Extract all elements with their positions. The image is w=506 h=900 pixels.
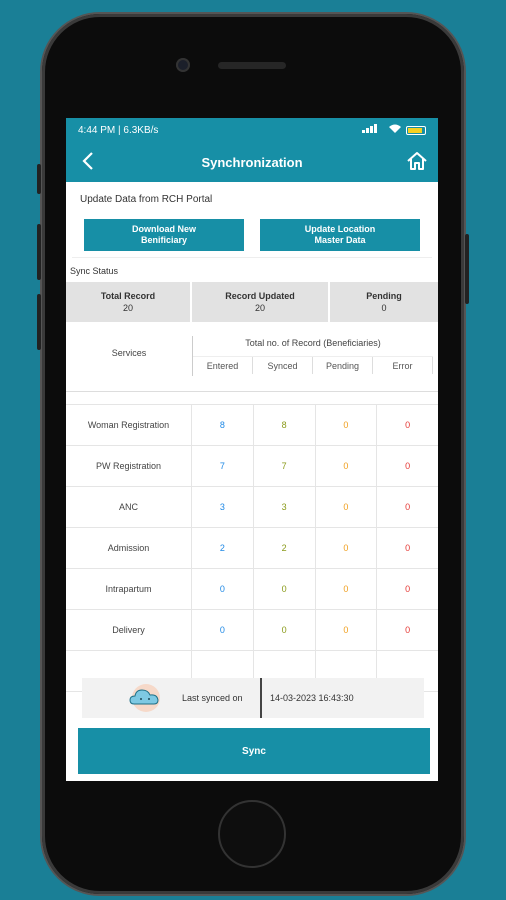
row-pending: 0 — [316, 569, 378, 609]
row-entered: 3 — [192, 487, 254, 527]
row-entered: 8 — [192, 405, 254, 445]
table-row — [66, 446, 438, 487]
row-entered: 0 — [192, 569, 254, 609]
row-entered: 2 — [192, 528, 254, 568]
volume-down-button — [37, 294, 41, 350]
row-synced: 8 — [254, 405, 316, 445]
table-row — [66, 569, 438, 610]
row-service-name: Delivery — [66, 610, 192, 650]
row-error: 0 — [405, 625, 411, 635]
col-pending: Pending — [313, 357, 373, 374]
row-synced: 7 — [254, 446, 316, 486]
row-error: 0 — [405, 461, 411, 471]
table-row — [66, 487, 438, 528]
col-error: Error — [373, 357, 433, 374]
row-synced: 3 — [254, 487, 316, 527]
subcolumn-headers — [193, 356, 433, 374]
total-record-cell — [66, 282, 190, 322]
table-row — [66, 610, 438, 651]
record-updated-value: 20 — [254, 303, 265, 313]
app-bar — [66, 142, 438, 182]
services-table-body — [66, 404, 438, 692]
row-service-name: ANC — [66, 487, 192, 527]
row-entered: 7 — [192, 446, 254, 486]
battery-icon — [406, 126, 426, 135]
status-icons — [362, 124, 426, 136]
app-screen — [66, 118, 438, 781]
row-error: 0 — [405, 502, 411, 512]
row-pending: 0 — [316, 610, 378, 650]
row-entered: 0 — [192, 610, 254, 650]
row-synced: 0 — [254, 569, 316, 609]
last-synced-value: 14-03-2023 16:43:30 — [270, 693, 354, 703]
row-pending: 0 — [316, 446, 378, 486]
row-pending: 0 — [316, 528, 378, 568]
group-header: Total no. of Record (Beneficiaries) — [245, 338, 381, 348]
download-beneficiary-button[interactable]: Download New Benificiary — [84, 219, 244, 251]
row-pending: 0 — [316, 487, 378, 527]
update-button-row — [80, 219, 424, 251]
pending-label: Pending — [366, 291, 402, 301]
sync-status-label: Sync Status — [70, 266, 119, 276]
row-error: 0 — [405, 420, 411, 430]
row-service-name: Woman Registration — [66, 405, 192, 445]
row-pending: 0 — [316, 405, 378, 445]
col-synced: Synced — [253, 357, 313, 374]
status-bar — [66, 118, 438, 142]
record-updated-cell — [190, 282, 330, 322]
sync-button[interactable]: Sync — [78, 728, 430, 774]
record-updated-label: Record Updated — [225, 291, 295, 301]
total-record-label: Total Record — [100, 291, 156, 301]
last-synced-divider — [260, 678, 262, 718]
total-record-value: 20 — [122, 303, 133, 313]
table-row — [66, 405, 438, 446]
row-service-name: PW Registration — [66, 446, 192, 486]
row-service-name: Intrapartum — [66, 569, 192, 609]
update-location-button[interactable]: Update Location Master Data — [260, 219, 420, 251]
home-icon[interactable] — [406, 150, 428, 172]
col-entered: Entered — [193, 357, 253, 374]
update-card-title: Update Data from RCH Portal — [80, 194, 213, 205]
signal-icon — [362, 124, 384, 136]
wifi-icon — [389, 124, 401, 136]
row-error: 0 — [405, 543, 411, 553]
page-title: Synchronization — [201, 154, 303, 170]
last-synced-label: Last synced on — [182, 693, 243, 703]
row-error: 0 — [405, 584, 411, 594]
mute-switch — [37, 164, 41, 194]
earpiece-speaker — [218, 62, 286, 69]
pending-value: 0 — [381, 303, 387, 313]
front-camera — [176, 58, 190, 72]
last-synced-panel — [82, 678, 424, 718]
volume-up-button — [37, 224, 41, 280]
pending-cell — [330, 282, 438, 322]
chevron-left-icon[interactable] — [78, 150, 100, 172]
table-row — [66, 528, 438, 569]
totals-bar — [66, 282, 438, 322]
update-data-card — [72, 188, 432, 258]
power-button — [465, 234, 469, 304]
row-synced: 0 — [254, 610, 316, 650]
status-time: 4:44 PM | 6.3KB/s — [78, 124, 159, 136]
cloud-sync-icon — [124, 683, 168, 713]
services-header: Services — [111, 348, 147, 358]
home-button — [218, 800, 286, 868]
row-synced: 2 — [254, 528, 316, 568]
row-service-name: Admission — [66, 528, 192, 568]
table-header — [66, 322, 438, 392]
